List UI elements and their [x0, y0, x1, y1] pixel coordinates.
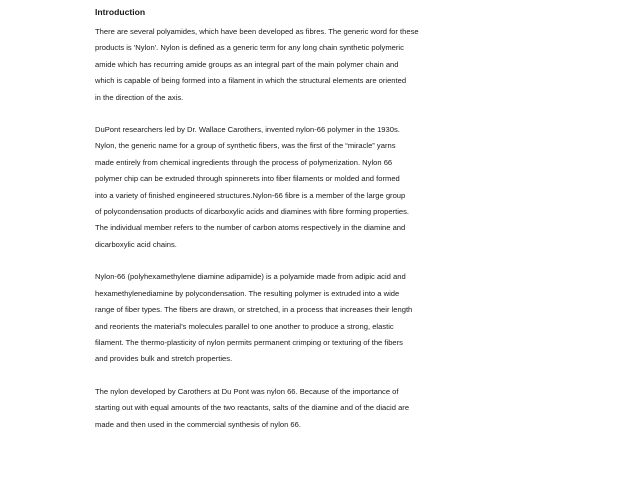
paragraph-line: filament. The thermo-plasticity of nylon permits permanent crimping or texturing of the fibers [95, 337, 403, 347]
paragraph-line: There are several polyamides, which have been developed as fibres. The generic word for these [95, 27, 419, 36]
paragraph [95, 269, 515, 367]
paragraph-line: of polycondensation products of dicarboxylic acids and diamines with fibre forming properties. [95, 207, 410, 217]
paragraph-line: starting out with equal amounts of the two reactants, salts of the diamine and of the diacid are [95, 403, 410, 413]
paragraph-line: DuPont researchers led by Dr. Wallace Carothers, invented nylon-66 polymer in the 1930s. [95, 125, 400, 135]
paragraph-line: Nylon-66 (polyhexamethylene diamine adipamide) is a polyamide made from adipic acid and [95, 272, 406, 282]
paragraph-line: Nylon, the generic name for a group of synthetic fibers, was the first of the “miracle” yarns [95, 141, 396, 151]
document-page [95, 4, 515, 449]
paragraph-container [95, 24, 515, 433]
paragraph-line: hexamethylenediamine by polycondensation. The resulting polymer is extruded into a wide [95, 288, 400, 298]
paragraph-line: in the direction of the axis. [95, 92, 184, 102]
paragraph-line: products is 'Nylon'. Nylon is defined as a generic term for any long chain synthetic polymeric [95, 43, 404, 53]
paragraph-line: and provides bulk and stretch properties. [95, 354, 233, 364]
paragraph-line: into a variety of finished engineered structures.Nylon-66 fibre is a member of the large group [95, 190, 406, 200]
paragraph [95, 24, 515, 106]
paragraph-line: made entirely from chemical ingredients through the process of polymerization. Nylon 66 [95, 157, 393, 167]
paragraph-line: polymer chip can be extruded through spinnerets into fiber filaments or molded and formed [95, 174, 400, 184]
paragraph-line: amide which has recurring amide groups as an integral part of the main polymer chain and [95, 59, 399, 69]
paragraph [95, 384, 515, 433]
paragraph-line: which is capable of being formed into a filament in which the structural elements are oriented [95, 76, 407, 86]
paragraph-line: range of fiber types. The fibers are drawn, or stretched, in a process that increases their length [95, 305, 413, 315]
paragraph-line: The nylon developed by Carothers at Du Pont was nylon 66. Because of the importance of [95, 386, 399, 396]
section-heading: Introduction [95, 7, 146, 17]
paragraph-line: and reorients the material’s molecules parallel to one another to produce a strong, elastic [95, 321, 394, 331]
paragraph [95, 122, 515, 253]
paragraph-line: The individual member refers to the number of carbon atoms respectively in the diamine and [95, 223, 406, 233]
paragraph-line: made and then used in the commercial synthesis of nylon 66. [95, 419, 301, 429]
paragraph-line: dicarboxylic acid chains. [95, 239, 177, 249]
